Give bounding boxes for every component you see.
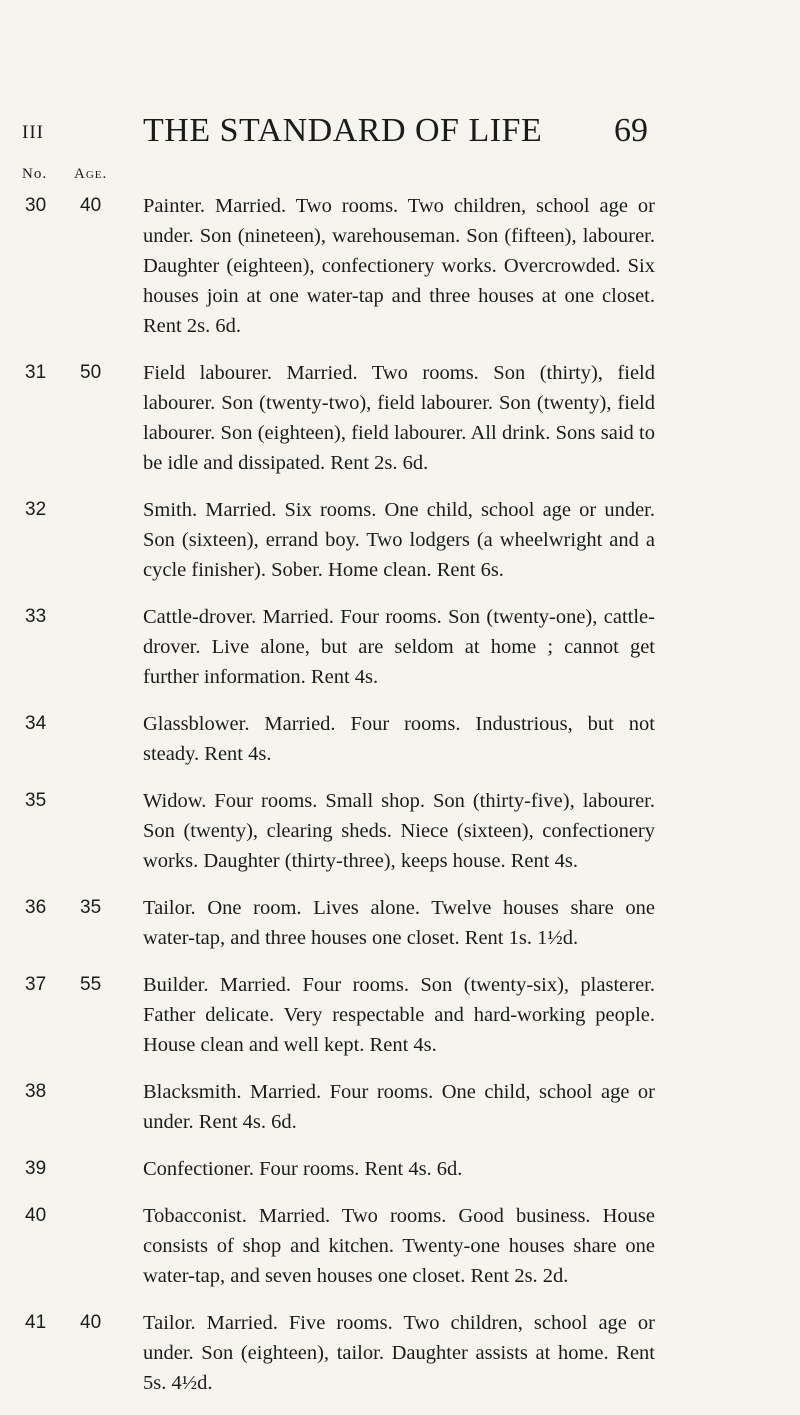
column-headers: [0, 166, 800, 186]
entry-age: 40: [80, 1312, 102, 1333]
entry-description: Blacksmith. Married. Four rooms. One child, school age or under. Rent 4s. 6d.: [143, 1081, 655, 1133]
household-entry: [0, 893, 800, 953]
entry-number: 32: [25, 499, 47, 520]
entry-number: 37: [25, 974, 47, 995]
household-entry: [0, 358, 800, 478]
household-entry: [0, 1308, 800, 1398]
entry-number: 30: [25, 195, 47, 216]
entry-description: Tailor. Married. Five rooms. Two children, school age or under. Son (eighteen), tailor. Daughter assists at home. Rent 5s. 4½d.: [143, 1312, 655, 1394]
household-entry: [0, 1154, 800, 1184]
page-header: [0, 112, 800, 152]
household-entry: [0, 191, 800, 341]
entry-number: 34: [25, 713, 47, 734]
entry-description: Painter. Married. Two rooms. Two children, school age or under. Son (nineteen), warehouseman. Son (fifteen), labourer. Daughter (eighteen), confectionery works. Overcrowded. Six houses join at one water-tap and three houses at one closet. Rent 2s. 6d.: [143, 195, 655, 337]
entry-description: Widow. Four rooms. Small shop. Son (thirty-five), labourer. Son (twenty), clearing sheds. Niece (sixteen), confectionery works. Daughter (thirty-three), keeps house. Rent 4s.: [143, 790, 655, 872]
chapter-number: III: [22, 122, 44, 143]
entry-age: 35: [80, 897, 102, 918]
entry-number: 41: [25, 1312, 47, 1333]
entry-description: Builder. Married. Four rooms. Son (twenty-six), plasterer. Father delicate. Very respectable and hard-working people. House clean and well kept. Rent 4s.: [143, 974, 655, 1056]
household-entry: [0, 1201, 800, 1291]
entry-number: 40: [25, 1205, 47, 1226]
column-header-age: Age.: [74, 166, 108, 182]
household-entry: [0, 495, 800, 585]
household-entry: [0, 602, 800, 692]
entry-description: Field labourer. Married. Two rooms. Son (thirty), field labourer. Son (twenty-two), field labourer. Son (twenty), field labourer. Son (eighteen), field labourer. All drink. Sons said to be idle and dissipated. Rent 2s. 6d.: [143, 362, 655, 474]
entry-description: Confectioner. Four rooms. Rent 4s. 6d.: [143, 1158, 463, 1180]
entry-number: 31: [25, 362, 47, 383]
entry-age: 50: [80, 362, 102, 383]
column-header-no: No.: [22, 166, 48, 182]
entry-description: Tobacconist. Married. Two rooms. Good business. House consists of shop and kitchen. Twenty-one houses share one water-tap, and seven houses one closet. Rent 2s. 2d.: [143, 1205, 655, 1287]
household-entry: [0, 786, 800, 876]
entry-number: 39: [25, 1158, 47, 1179]
entry-number: 36: [25, 897, 47, 918]
entry-number: 35: [25, 790, 47, 811]
entry-number: 38: [25, 1081, 47, 1102]
entry-description: Cattle-drover. Married. Four rooms. Son (twenty-one), cattle-drover. Live alone, but are seldom at home ; cannot get further information. Rent 4s.: [143, 606, 655, 688]
household-entry: [0, 709, 800, 769]
entry-description: Glassblower. Married. Four rooms. Industrious, but not steady. Rent 4s.: [143, 713, 655, 765]
running-title: THE STANDARD OF LIFE: [143, 112, 543, 149]
entry-description: Smith. Married. Six rooms. One child, school age or under. Son (sixteen), errand boy. Two lodgers (a wheelwright and a cycle finisher). Sober. Home clean. Rent 6s.: [143, 499, 655, 581]
household-entry: [0, 1077, 800, 1137]
page-number: 69: [614, 112, 648, 149]
household-entries: [0, 191, 800, 1415]
entry-number: 33: [25, 606, 47, 627]
household-entry: [0, 970, 800, 1060]
entry-description: Tailor. One room. Lives alone. Twelve houses share one water-tap, and three houses one closet. Rent 1s. 1½d.: [143, 897, 655, 949]
entry-age: 40: [80, 195, 102, 216]
entry-age: 55: [80, 974, 102, 995]
